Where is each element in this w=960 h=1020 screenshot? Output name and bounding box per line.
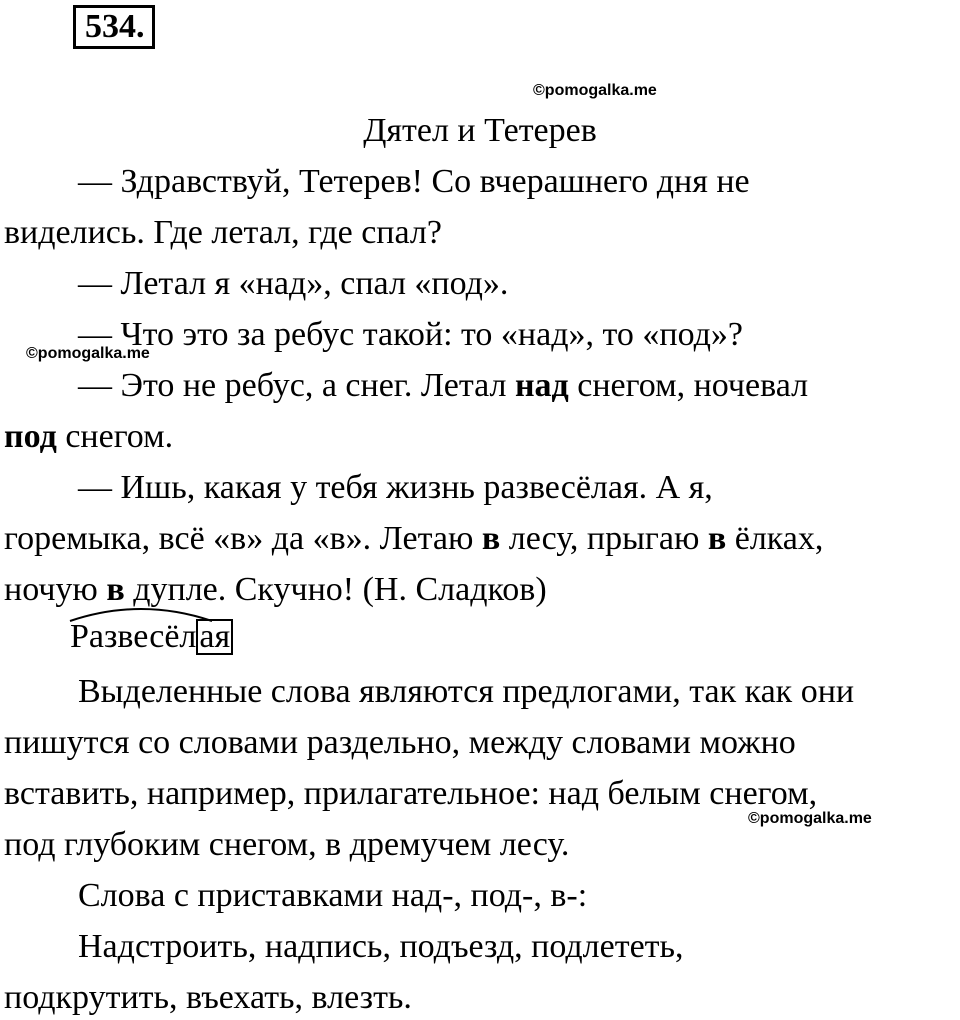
word-ending-box: ая bbox=[196, 619, 233, 655]
story-line: виделись. Где летал, где спал? bbox=[4, 214, 442, 251]
answer-line: Надстроить, надпись, подъезд, подлететь, bbox=[78, 928, 684, 965]
exercise-number-box bbox=[73, 5, 155, 49]
root-arc-mark bbox=[68, 603, 214, 623]
answer-line: под глубоким снегом, в дремучем лесу. bbox=[4, 826, 570, 863]
watermark: ©pomogalka.me bbox=[26, 345, 150, 362]
answer-line: пишутся со словами раздельно, между словами можно bbox=[4, 724, 796, 761]
story-line: — Что это за ребус такой: то «над», то «под»? bbox=[78, 316, 744, 353]
story-line: ночую в дупле. Скучно! (Н. Сладков) bbox=[4, 571, 547, 608]
story-line: — Ишь, какая у тебя жизнь развесёлая. А я, bbox=[78, 469, 713, 506]
highlighted-preposition: в bbox=[106, 571, 125, 608]
story-line: — Здравствуй, Тетерев! Со вчерашнего дня не bbox=[78, 163, 750, 200]
story-line: — Летал я «над», спал «под». bbox=[78, 265, 509, 302]
story-line: горемыка, всё «в» да «в». Летаю в лесу, прыгаю в ёлках, bbox=[4, 520, 824, 557]
highlighted-preposition: над bbox=[514, 367, 569, 404]
watermark: ©pomogalka.me bbox=[748, 810, 872, 827]
answer-line: Выделенные слова являются предлогами, так как они bbox=[78, 673, 855, 710]
answer-line: вставить, например, прилагательное: над белым снегом, bbox=[4, 775, 818, 812]
word-root: Развесёл bbox=[70, 617, 196, 657]
highlighted-preposition: в bbox=[707, 520, 727, 557]
highlighted-preposition: в bbox=[481, 520, 501, 557]
highlighted-preposition: под bbox=[4, 418, 57, 455]
watermark: ©pomogalka.me bbox=[533, 82, 657, 99]
answer-line: Слова с приставками над-, под-, в-: bbox=[78, 877, 588, 914]
story-line: под снегом. bbox=[4, 418, 174, 455]
morpheme-analysis bbox=[70, 617, 233, 657]
story-title: Дятел и Тетерев bbox=[363, 112, 597, 149]
story-line: — Это не ребус, а снег. Летал над снегом, ночевал bbox=[78, 367, 809, 404]
exercise-number: 534 bbox=[85, 8, 136, 45]
exercise-number-period: . bbox=[136, 8, 145, 45]
answer-line: подкрутить, въехать, влезть. bbox=[4, 979, 412, 1016]
